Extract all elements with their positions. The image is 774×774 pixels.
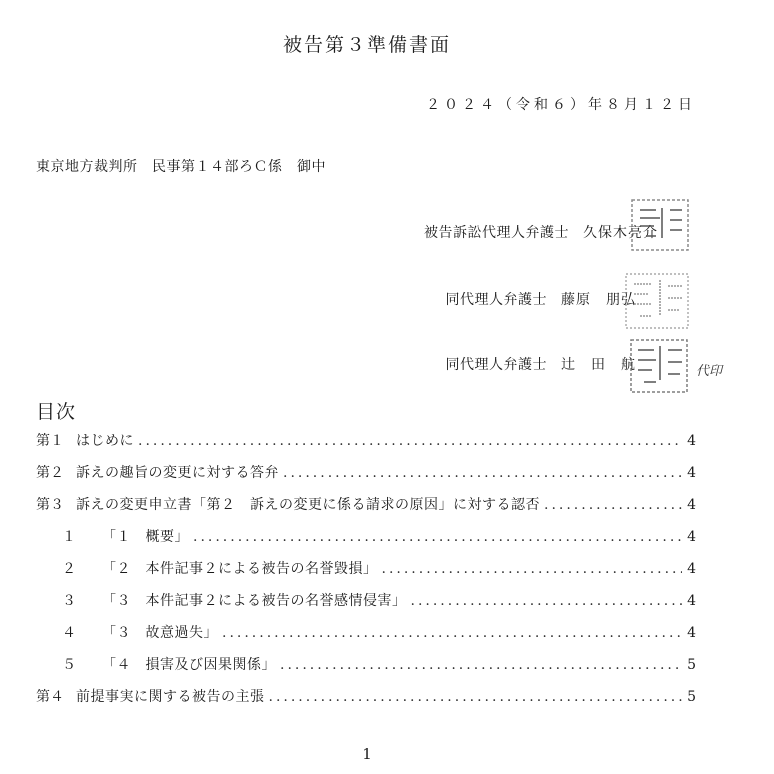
toc-entry-label: 「３ 故意過失」: [102, 625, 218, 641]
toc-entry-label: 「１ 概要」: [102, 529, 189, 545]
toc-leader-dots: [269, 681, 683, 713]
toc-subentry[interactable]: [36, 553, 696, 585]
signatory-line: [446, 354, 637, 374]
seal-stamp-icon: [626, 196, 694, 254]
toc-subentry[interactable]: [36, 585, 696, 617]
toc-entry-label: はじめに: [76, 433, 134, 449]
toc-subentry[interactable]: [36, 521, 696, 553]
toc-entry-number: 第４: [36, 689, 64, 705]
toc-entry[interactable]: [36, 425, 696, 457]
toc-leader-dots: [382, 553, 683, 585]
toc-leader-dots: [193, 521, 682, 553]
signatory-name: 辻 田 航: [561, 357, 636, 373]
toc-entry-page: 4: [687, 465, 696, 481]
toc-entry-page: 5: [687, 689, 696, 705]
toc-entry-number: 第２: [36, 465, 64, 481]
toc-heading: 目次: [36, 401, 77, 423]
signatory-name: 藤原 朋弘: [561, 292, 636, 308]
signatory-role: 同代理人弁護士: [445, 357, 547, 373]
document-date: ２０２４（令和６）年８月１２日: [426, 97, 696, 113]
toc-entry-label: 「３ 本件記事２による被告の名誉感情侵害」: [102, 593, 407, 609]
proxy-seal-annotation: 代印: [696, 364, 723, 379]
toc-entry-label: 訴えの変更申立書「第２ 訴えの変更に係る請求の原因」に対する認否: [76, 497, 540, 513]
toc-leader-dots: [411, 585, 683, 617]
toc-leader-dots: [544, 489, 682, 521]
signatory-name: 久保木亮介: [583, 225, 658, 241]
signatory-role: 被告訴訟代理人弁護士: [424, 225, 569, 241]
toc-entry-label: 「４ 損害及び因果関係」: [102, 657, 276, 673]
toc-entry[interactable]: [36, 489, 696, 521]
toc-entry-number: ３: [62, 593, 76, 609]
table-of-contents: [36, 425, 696, 713]
toc-leader-dots: [283, 457, 682, 489]
toc-subentry[interactable]: [36, 617, 696, 649]
toc-leader-dots: [222, 617, 682, 649]
toc-entry-number: ２: [62, 561, 76, 577]
toc-entry[interactable]: [36, 681, 696, 713]
toc-entry-page: 4: [687, 433, 696, 449]
signatory-role: 同代理人弁護士: [445, 292, 547, 308]
toc-entry-page: 4: [687, 561, 696, 577]
toc-entry-page: 4: [687, 497, 696, 513]
toc-entry-page: 4: [687, 625, 696, 641]
toc-entry-page: 5: [687, 657, 696, 673]
toc-entry-number: ４: [62, 625, 76, 641]
court-addressee: 東京地方裁判所 民事第１４部ろＣ係 御中: [36, 159, 326, 175]
toc-entry-number: ５: [62, 657, 76, 673]
signatory-line: [446, 289, 637, 309]
page-number: 1: [362, 745, 372, 763]
seal-stamp-icon: [626, 336, 692, 396]
signatory-line: [424, 222, 658, 242]
toc-entry-label: 訴えの趣旨の変更に対する答弁: [76, 465, 279, 481]
toc-leader-dots: [138, 425, 682, 457]
toc-leader-dots: [280, 649, 682, 681]
seal-stamp-icon: [622, 270, 692, 332]
toc-entry-page: 4: [687, 529, 696, 545]
toc-entry-number: １: [62, 529, 76, 545]
toc-entry-label: 前提事実に関する被告の主張: [76, 689, 265, 705]
toc-entry-number: 第１: [36, 433, 64, 449]
toc-subentry[interactable]: [36, 649, 696, 681]
toc-entry-number: 第３: [36, 497, 64, 513]
document-title: 被告第３準備書面: [282, 34, 451, 56]
toc-entry[interactable]: [36, 457, 696, 489]
toc-entry-label: 「２ 本件記事２による被告の名誉毀損」: [102, 561, 378, 577]
toc-entry-page: 4: [687, 593, 696, 609]
